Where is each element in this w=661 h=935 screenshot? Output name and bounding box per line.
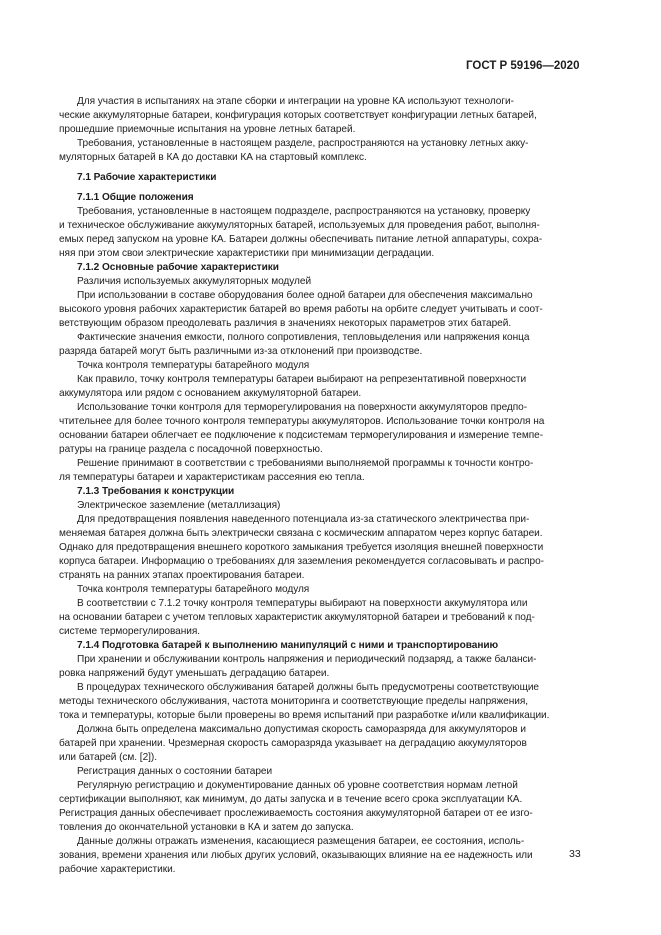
text-line: товления до окончательной установки в КА и затем до запуска. — [59, 822, 354, 833]
text-line: ветствующим образом преодолевать различия в значениях некоторых параметров этих батарей. — [59, 318, 512, 329]
text-line: методы технического обслуживания, частота мониторинга и соответствующие пределы напряжения, — [59, 696, 528, 707]
text-line: или батарей (см. [2]). — [59, 752, 157, 763]
text-line: емых перед запуском на уровне КА. Батареи должны обеспечивать питание летной аппаратуры, сохра- — [59, 234, 543, 245]
text-line: зования, времени хранения или любых других условий, оказывающих влияние на ее надежность или — [59, 850, 533, 861]
text-line: разряда батарей могут быть различными из-за отклонений при производстве. — [59, 346, 423, 357]
text-line: Должна быть определена максимально допустимая скорость саморазряда для аккумуляторов и — [77, 724, 526, 735]
text-line: Требования, установленные в настоящем подразделе, распространяются на установку, проверку — [77, 206, 531, 217]
text-line: Регулярную регистрацию и документирование данных об уровне соответствия нормам летной — [77, 780, 518, 791]
text-line: Электрическое заземление (металлизация) — [77, 500, 281, 511]
text-line: высокого уровня рабочих характеристик батарей во время работы на орбите следует учитывать и соот- — [59, 304, 543, 315]
text-line: Точка контроля температуры батарейного модуля — [77, 360, 310, 371]
page-number: 33 — [569, 848, 581, 860]
text-line: ратуры на границе раздела с посадочной поверхностью. — [59, 444, 323, 455]
text-line: Использование точки контроля для терморегулирования на поверхности аккумуляторов предпо- — [77, 402, 528, 413]
text-line: Различия используемых аккумуляторных модулей — [77, 276, 312, 287]
text-line: Однако для предотвращения внешнего короткого замыкания требуется изоляция внешней поверхности — [59, 542, 544, 553]
text-line: ровка напряжений будут уменьшать деградацию батареи. — [59, 668, 330, 679]
text-line: рабочие характеристики. — [59, 864, 176, 875]
text-line: Как правило, точку контроля температуры батареи выбирают на репрезентативной поверхности — [77, 374, 527, 385]
section-heading: 7.1 Рабочие характеристики — [77, 172, 217, 183]
text-line: При использовании в составе оборудования более одной батареи для обеспечения максимально — [77, 290, 533, 301]
text-line: чтительнее для более точного контроля температуры аккумуляторов. Использование точки контроля на — [59, 416, 545, 427]
text-line: муляторных батарей в КА до доставки КА на стартовый комплекс. — [59, 152, 367, 163]
text-line: Регистрация данных о состоянии батареи — [77, 766, 273, 777]
text-line: няя при этом свои электрические характеристики при минимизации деградации. — [59, 248, 435, 259]
text-line: на основании батареи с учетом тепловых характеристик аккумуляторной батареи и требований к под- — [59, 612, 535, 623]
subsection-heading: 7.1.1 Общие положения — [77, 192, 194, 203]
text-line: Фактические значения емкости, полного сопротивления, тепловыделения или напряжения конца — [77, 332, 530, 343]
text-line: и техническое обслуживание аккумуляторных батарей, используемых для проведения работ, выполня- — [59, 220, 540, 231]
text-line: меняемая батарея должна быть электрически связана с космическим аппаратом через корпус батареи. — [59, 528, 543, 539]
text-line: системе терморегулирования. — [59, 626, 200, 637]
text-line: Для участия в испытаниях на этапе сборки и интеграции на уровне КА используют технологи- — [77, 96, 514, 107]
text-line: В соответствии с 7.1.2 точку контроля температуры выбирают на поверхности аккумулятора или — [77, 598, 528, 609]
subsection-heading: 7.1.3 Требования к конструкции — [77, 486, 235, 497]
text-line: аккумулятора или рядом с основанием аккумуляторной батареи. — [59, 388, 362, 399]
text-line: основании батареи облегчает ее подключение к подсистемам терморегулирования и измерение темпе- — [59, 430, 544, 441]
text-line: прошедшие приемочные испытания на уровне летных батарей. — [59, 124, 356, 135]
text-line: тока и температуры, которые были проверены во время испытаний при разработке и/или квалификации. — [59, 710, 550, 721]
text-line: сертификации выполняют, как минимум, до даты запуска и в течение всего срока эксплуатации КА. — [59, 794, 523, 805]
subsection-heading: 7.1.4 Подготовка батарей к выполнению манипуляций с ними и транспортированию — [77, 640, 499, 651]
text-line: При хранении и обслуживании контроль напряжения и периодический подзаряд, а также баланси- — [77, 654, 537, 665]
text-line: ля температуры батареи и характеристикам рассеяния ею тепла. — [59, 472, 365, 483]
text-line: ческие аккумуляторные батареи, конфигурация которых соответствует конфигурации летных батарей, — [59, 110, 537, 121]
text-line: Точка контроля температуры батарейного модуля — [77, 584, 310, 595]
text-line: В процедурах технического обслуживания батарей должны быть предусмотрены соответствующие — [77, 682, 539, 693]
text-line: Требования, установленные в настоящем разделе, распространяются на установку летных акку- — [77, 138, 529, 149]
text-line: странять на ранних этапах проектирования батареи. — [59, 570, 305, 581]
text-line: батарей при хранении. Чрезмерная скорость саморазряда указывает на деградацию аккумуляторов — [59, 738, 527, 749]
text-line: Решение принимают в соответствии с требованиями выполняемой программы к точности контро- — [77, 458, 534, 469]
text-line: Данные должны отражать изменения, касающиеся размещения батареи, ее состояния, исполь- — [77, 836, 525, 847]
document-header: ГОСТ Р 59196—2020 — [466, 60, 580, 72]
text-line: Для предотвращения появления наведенного потенциала из-за статического электричества при- — [77, 514, 530, 525]
text-line: Регистрация данных обеспечивает прослеживаемость состояния аккумуляторной батареи от ее изго- — [59, 808, 533, 819]
subsection-heading: 7.1.2 Основные рабочие характеристики — [77, 262, 279, 273]
text-line: корпуса батареи. Информацию о требованиях для заземления рекомендуется согласовывать и распро- — [59, 556, 544, 567]
